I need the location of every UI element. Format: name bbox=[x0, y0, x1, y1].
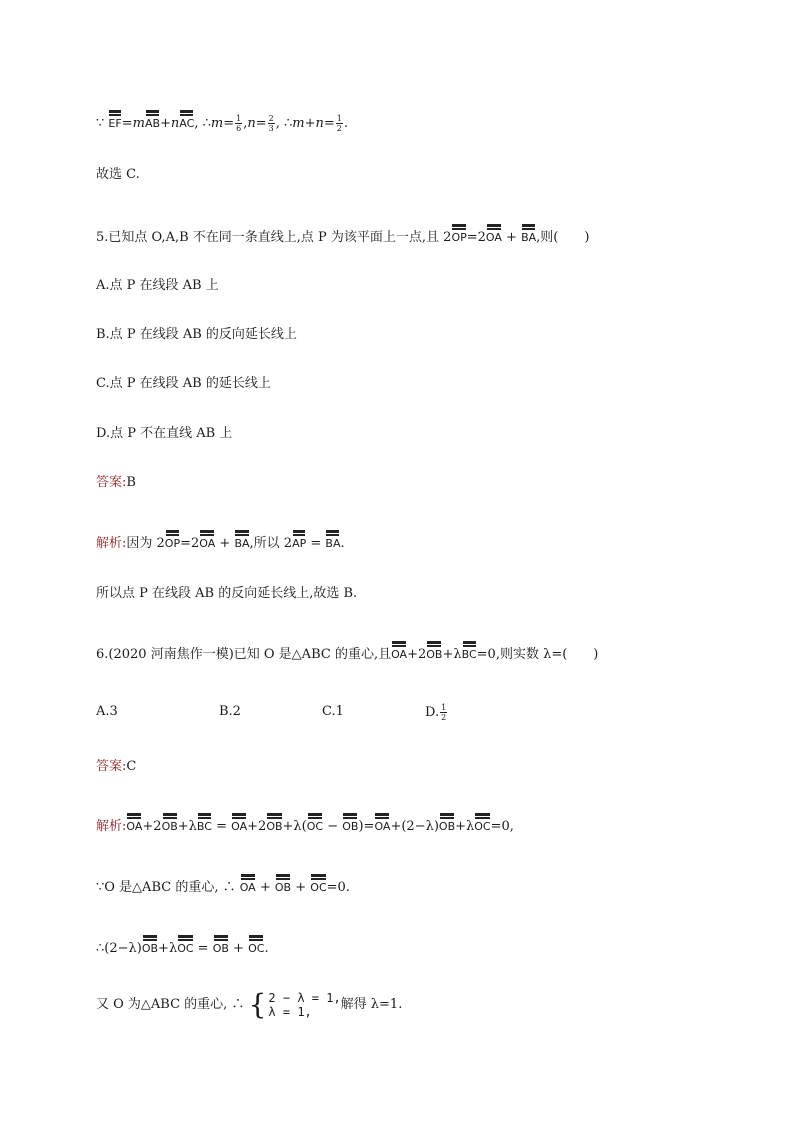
fraction-two-thirds: $\frac{2}{3}$ bbox=[268, 114, 274, 133]
equation-system: 2 − λ = 1, λ = 1, bbox=[268, 990, 341, 1019]
q6-option-c: C.1 bbox=[322, 704, 344, 719]
brace-symbol: { bbox=[248, 987, 267, 1021]
q6-solution-step: ∴(2−λ)OB+λOC = OB + OC. bbox=[96, 937, 269, 958]
q5-answer: 答案:B bbox=[96, 475, 136, 490]
q5-option-a: A.点 P 在线段 AB 上 bbox=[96, 278, 219, 293]
q6-solution: 解析:OA+2OB+λBC = OA+2OB+λ(OC − OB)=OA+(2−λ)OB+λOC=0, bbox=[96, 815, 514, 836]
line-vector-relation: ∵ EF=mAB+nAC, ∴m= $\frac{1}{6}$ ,n= $\frac{2}{3}$ , ∴m+n= $\frac{1}{2}$ . bbox=[96, 114, 348, 133]
q6-answer: 答案:C bbox=[96, 759, 137, 774]
fraction-one-half: $\frac{1}{2}$ bbox=[336, 114, 342, 133]
q6-option-a: A.3 bbox=[96, 704, 118, 719]
vector-ac: AC bbox=[179, 112, 194, 133]
question-5-stem: 5.已知点 O,A,B 不在同一条直线上,点 P 为该平面上一点,且 2OP=2OA + BA,则( ) bbox=[96, 226, 589, 247]
answer-conclusion: 故选 C. bbox=[96, 167, 140, 182]
vector-ab: AB bbox=[145, 112, 160, 133]
q6-option-b: B.2 bbox=[219, 704, 241, 719]
q5-option-d: D.点 P 不在直线 AB 上 bbox=[96, 426, 233, 441]
q6-solution-system: 又 O 为△ABC 的重心, ∴ { 2 − λ = 1, λ = 1, 解得 λ=1. bbox=[96, 987, 403, 1021]
q6-options bbox=[96, 703, 516, 723]
q6-solution-centroid: ∵O 是△ABC 的重心, ∴ OA + OB + OC=0. bbox=[96, 876, 350, 897]
question-6-stem: 6.(2020 河南焦作一模)已知 O 是△ABC 的重心,且OA+2OB+λBC=0,则实数 λ=( ) bbox=[96, 643, 598, 664]
q5-solution-conclusion: 所以点 P 在线段 AB 的反向延长线上,故选 B. bbox=[96, 586, 358, 601]
vector-ef: EF bbox=[108, 112, 121, 133]
q6-option-d: D. $\frac{1}{2}$ bbox=[425, 703, 447, 722]
fraction-one-sixth: $\frac{1}{6}$ bbox=[236, 114, 242, 133]
q5-option-c: C.点 P 在线段 AB 的延长线上 bbox=[96, 376, 271, 391]
q5-option-b: B.点 P 在线段 AB 的反向延长线上 bbox=[96, 327, 297, 342]
q5-solution: 解析:因为 2OP=2OA + BA,所以 2AP = BA. bbox=[96, 532, 345, 553]
